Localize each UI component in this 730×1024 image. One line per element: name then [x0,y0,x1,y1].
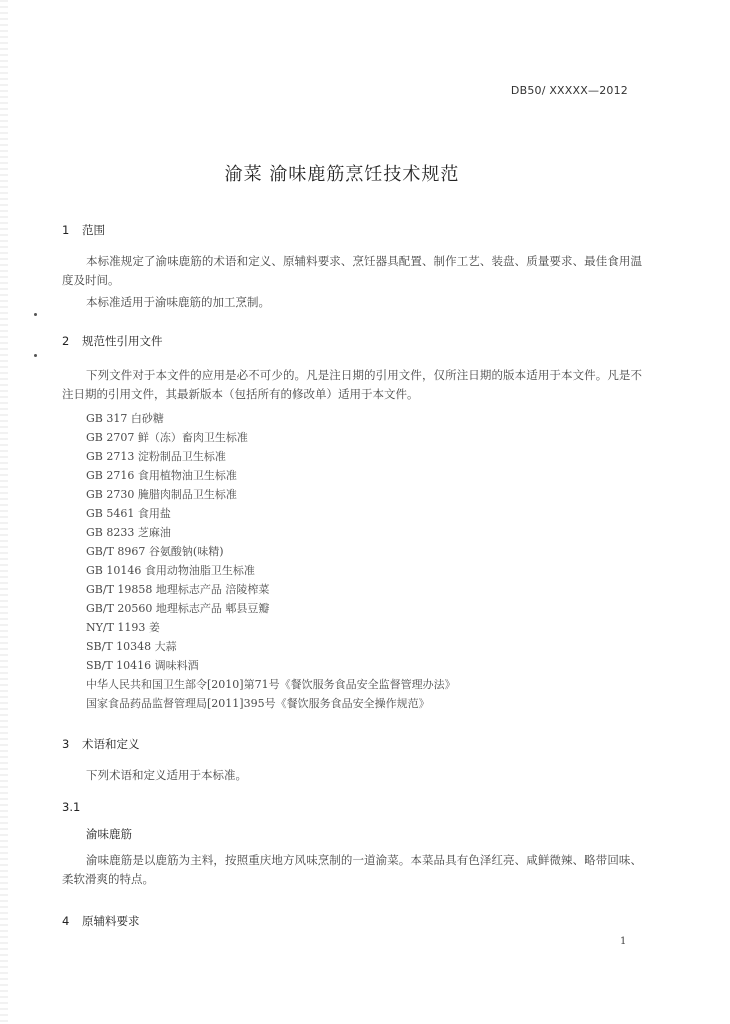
reference-item: GB/T 8967 谷氨酸钠(味精) [86,545,224,558]
reference-item: GB/T 19858 地理标志产品 涪陵榨菜 [86,583,270,596]
reference-item: GB 2707 鲜（冻）畜肉卫生标准 [86,431,248,444]
reference-item: GB 2730 腌腊肉制品卫生标准 [86,488,237,501]
term-definition: 渝味鹿筋是以鹿筋为主料，按照重庆地方风味烹制的一道渝菜。本菜品具有色泽红亮、咸鲜微辣、略带回味、柔软滑爽的特点。 [62,853,642,886]
term-name: 渝味鹿筋 [86,827,132,841]
document-code: DB50/ XXXXX—2012 [510,84,628,97]
reference-item: GB 8233 芝麻油 [86,526,171,539]
reference-item: GB 2713 淀粉制品卫生标准 [86,450,226,463]
reference-item: GB 317 白砂糖 [86,412,164,425]
section-1-paragraph-1: 本标准规定了渝味鹿筋的术语和定义、原辅料要求、烹饪器具配置、制作工艺、装盘、质量要求、最佳食用温度及时间。 [62,254,642,287]
reference-item: 国家食品药品监督管理局[2011]395号《餐饮服务食品安全操作规范》 [86,697,430,710]
section-title: 原辅料要求 [82,914,140,928]
reference-item: GB/T 20560 地理标志产品 郫县豆瓣 [86,602,270,615]
section-4-heading [62,913,140,929]
margin-mark [34,354,37,357]
section-number: 3 [62,737,70,751]
section-1-paragraph-2: 本标准适用于渝味鹿筋的加工烹制。 [86,295,270,309]
section-number: 2 [62,334,70,348]
reference-item: GB 2716 食用植物油卫生标准 [86,469,237,482]
section-3-paragraph-1: 下列术语和定义适用于本标准。 [86,768,247,782]
section-3-heading [62,736,140,752]
section-title: 术语和定义 [82,737,140,751]
reference-item: SB/T 10416 调味料酒 [86,659,199,672]
reference-item: SB/T 10348 大蒜 [86,640,177,653]
section-number: 1 [62,223,70,237]
subsection-number: 3.1 [62,800,81,814]
reference-item: NY/T 1193 姜 [86,621,160,634]
margin-mark [34,313,37,316]
document-title: 渝菜 渝味鹿筋烹饪技术规范 [224,164,460,185]
section-title: 规范性引用文件 [82,334,163,348]
page-number: 1 [620,936,627,947]
reference-item: 中华人民共和国卫生部令[2010]第71号《餐饮服务食品安全监督管理办法》 [86,678,456,691]
section-1-heading [62,222,105,238]
section-2-paragraph-1: 下列文件对于本文件的应用是必不可少的。凡是注日期的引用文件，仅所注日期的版本适用于本文件。凡是不注日期的引用文件，其最新版本（包括所有的修改单）适用于本文件。 [62,368,642,401]
scan-edge-artifact [0,0,8,1024]
section-title: 范围 [82,223,105,237]
reference-item: GB 5461 食用盐 [86,507,171,520]
reference-item: GB 10146 食用动物油脂卫生标准 [86,564,255,577]
section-number: 4 [62,914,70,928]
section-2-heading [62,333,163,349]
